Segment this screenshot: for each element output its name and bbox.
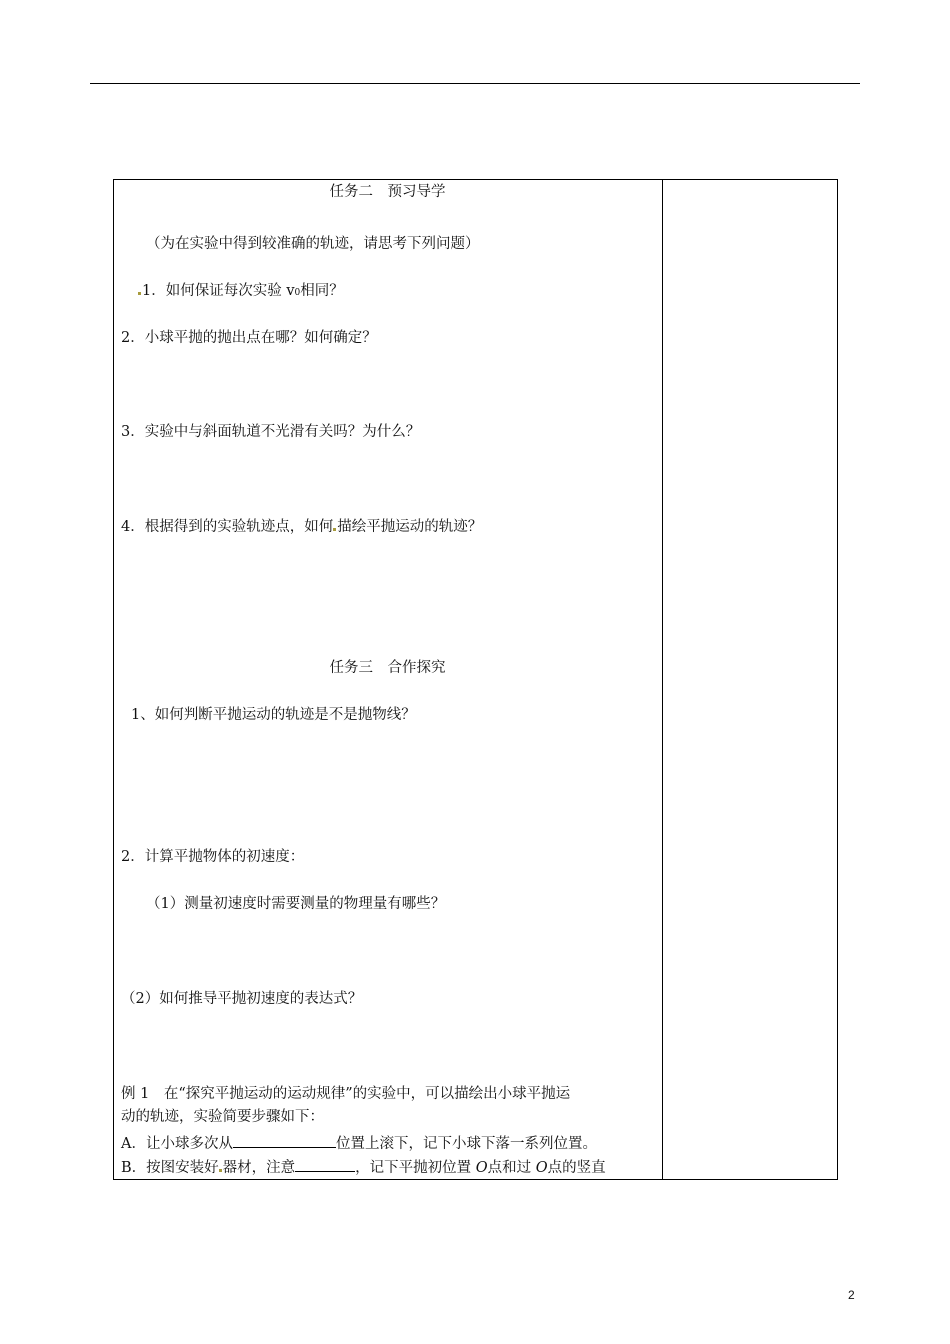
task2-heading: 任务二 预习导学 [329, 184, 446, 200]
page-number: 2 [848, 1288, 855, 1302]
answer-blank[interactable] [233, 1133, 336, 1148]
task2-question-4: 4．根据得到的实验轨迹点，如何 描绘平抛运动的轨迹？ [121, 519, 483, 535]
task2-question-1: 1．如何保证每次实验 v0相同？ [138, 281, 344, 303]
task2-question-2: 2．小球平抛的抛出点在哪？如何确定？ [121, 330, 377, 346]
task3-question-1: 1、如何判断平抛运动的轨迹是不是抛物线？ [131, 707, 416, 723]
answer-blank[interactable] [295, 1157, 355, 1172]
task2-question-3: 3．实验中与斜面轨道不光滑有关吗？为什么？ [121, 424, 421, 440]
example-line-1: 例 1 在“探究平抛运动的运动规律”的实验中，可以描绘出小球平抛运 [121, 1086, 571, 1102]
marker-dot [333, 528, 336, 531]
marker-dot [138, 292, 141, 295]
notes-column-divider [662, 179, 663, 1180]
task2-intro: （为在实验中得到较准确的轨迹，请思考下列问题） [146, 236, 480, 252]
marker-dot [219, 1169, 222, 1172]
example-line-2: 动的轨迹，实验简要步骤如下： [121, 1109, 324, 1125]
example-step-b: B．按图安装好 器材，注意 ，记下平抛初位置 O点和过 O点的竖直 [121, 1157, 606, 1178]
task3-heading: 任务三 合作探究 [329, 660, 446, 676]
task3-question-2: 2．计算平抛物体的初速度： [121, 849, 305, 865]
task3-question-2-1: （1）测量初速度时需要测量的物理量有哪些？ [146, 896, 446, 912]
example-step-a: A．让小球多次从 位置上滚下，记下小球下落一系列位置。 [121, 1133, 597, 1154]
task3-question-2-2: （2）如何推导平抛初速度的表达式？ [121, 991, 363, 1007]
header-rule [90, 83, 860, 84]
